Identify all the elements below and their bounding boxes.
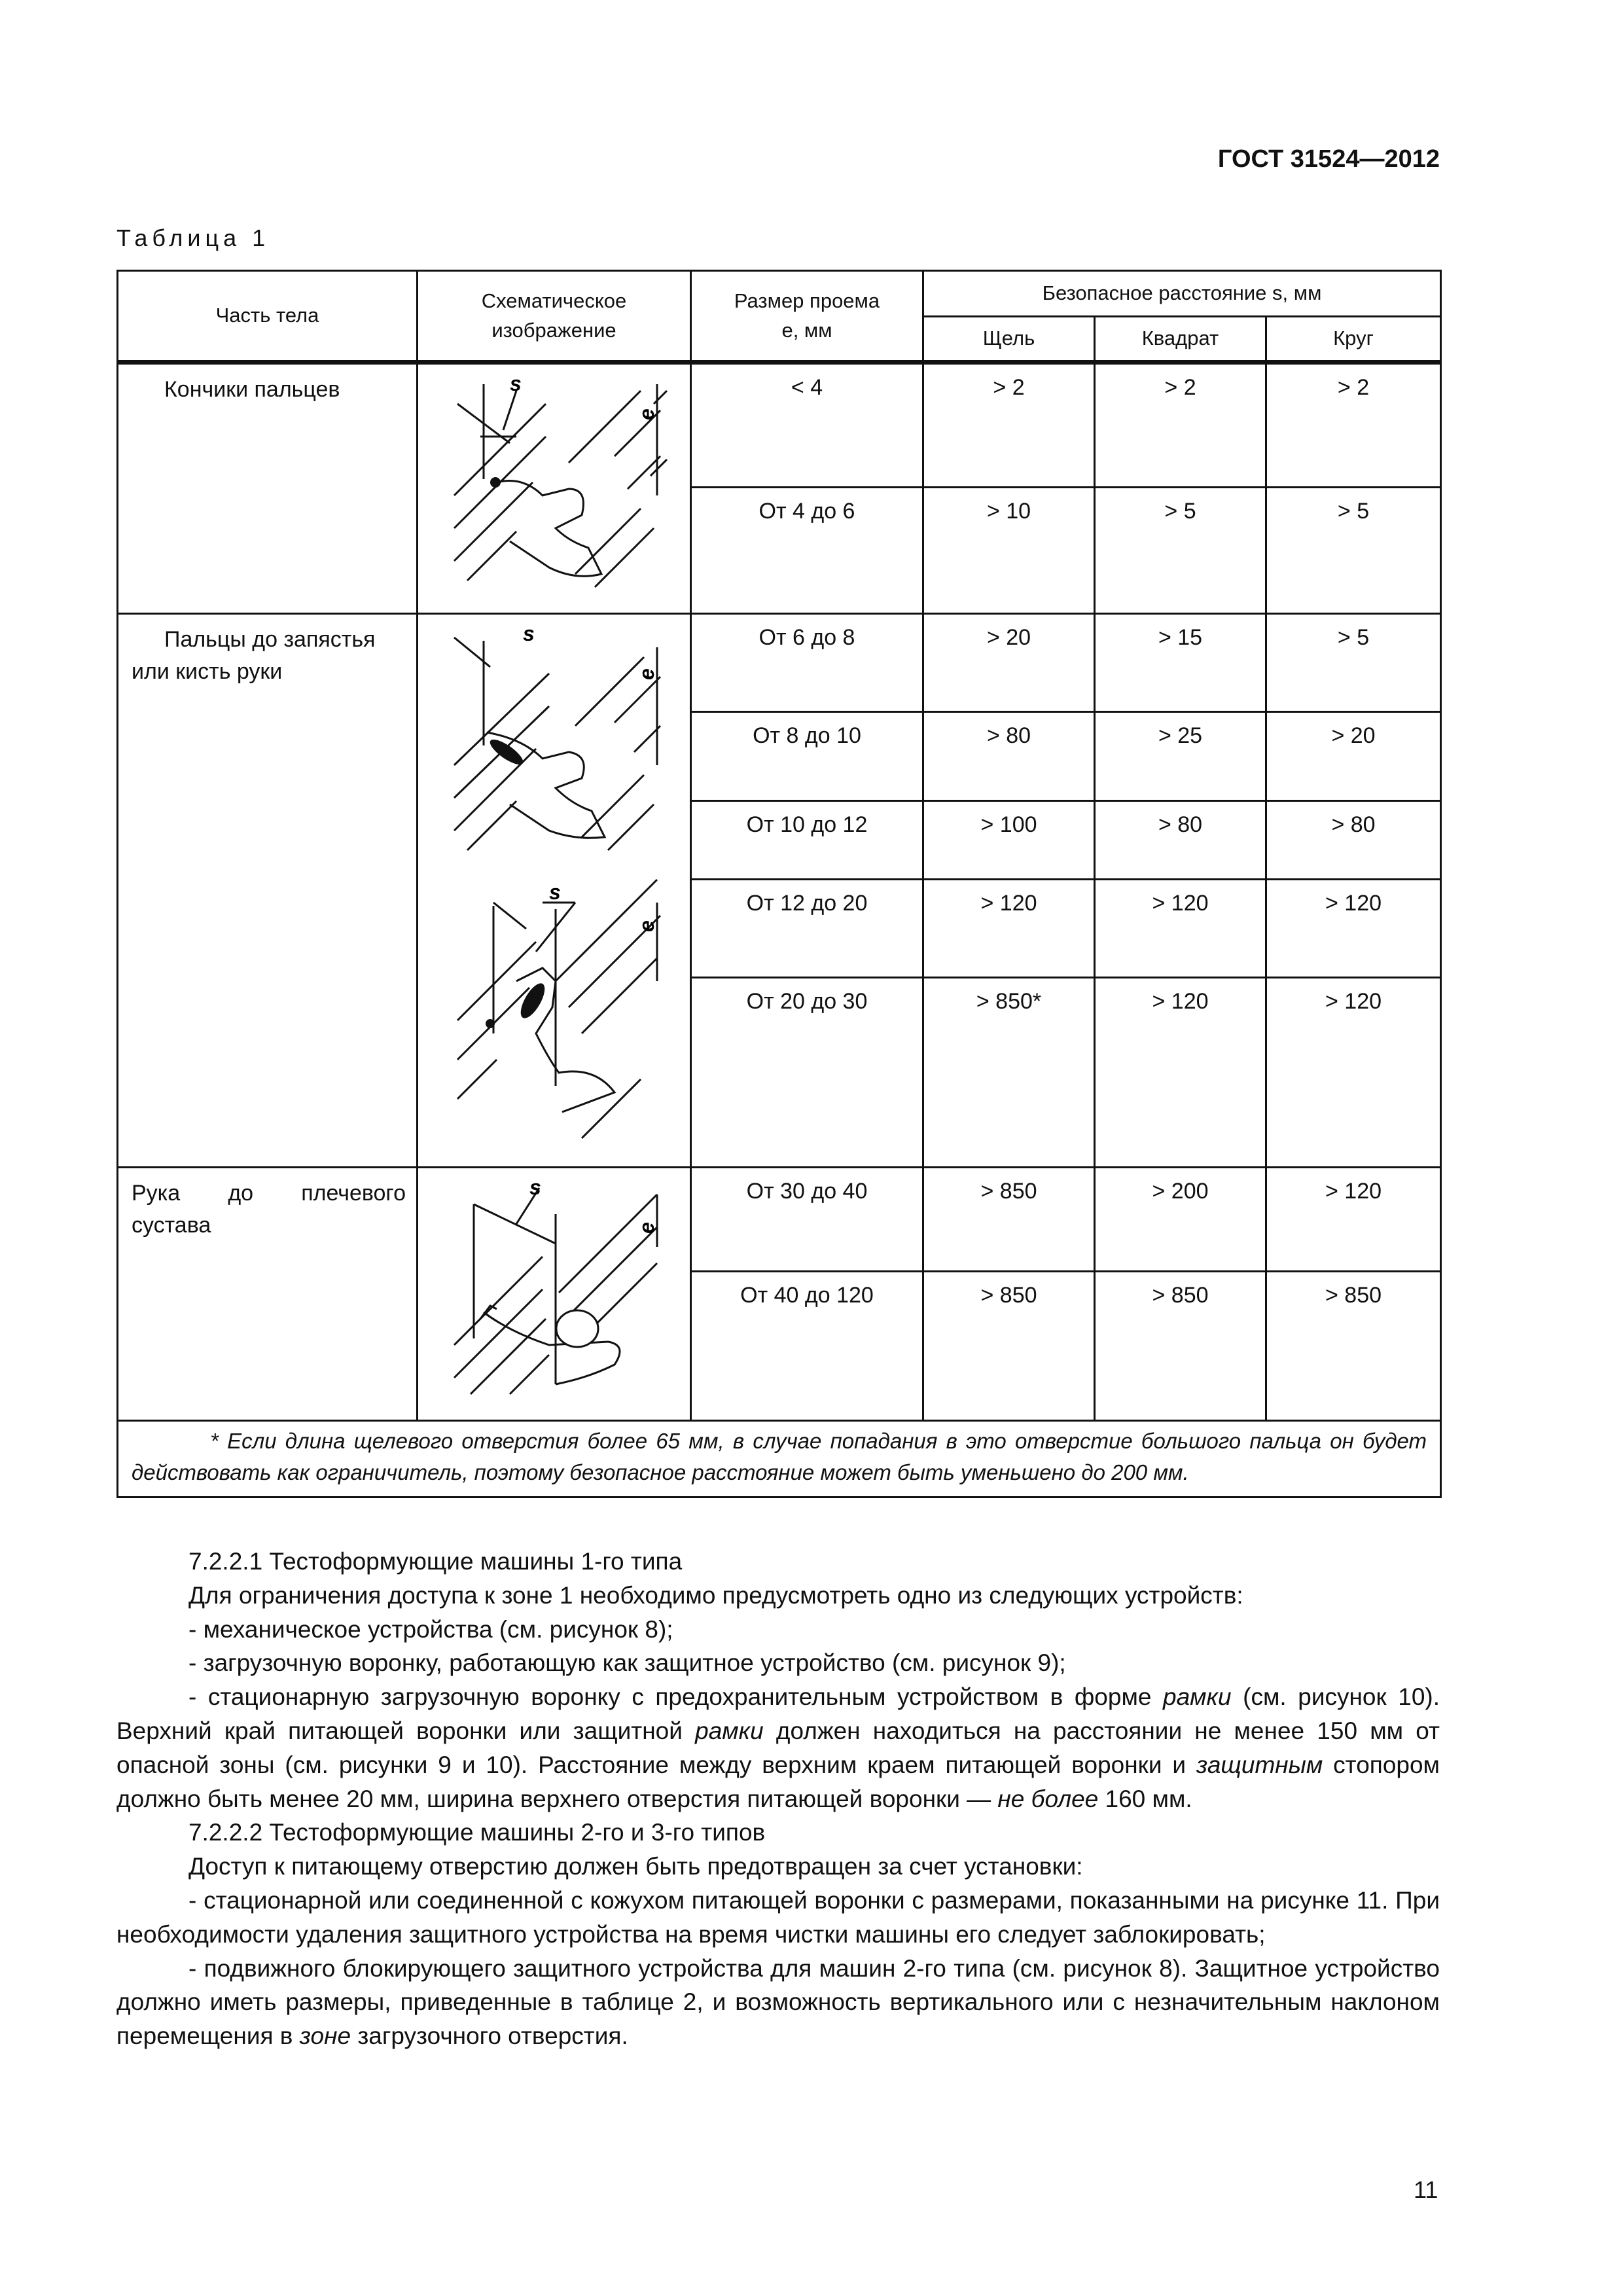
s-label: s — [529, 1175, 541, 1199]
standard-number: ГОСТ 31524—2012 — [1217, 145, 1440, 173]
slot-cell: > 850 — [923, 1168, 1095, 1272]
table-caption: Таблица 1 — [116, 224, 270, 251]
slot-cell: > 120 — [923, 880, 1095, 978]
slot-cell: > 2 — [923, 363, 1095, 488]
opening-cell: От 4 до 6 — [691, 487, 923, 613]
opening-cell: От 30 до 40 — [691, 1168, 923, 1272]
table-row — [118, 1168, 1441, 1272]
table-row — [118, 363, 1441, 488]
fingertip-figure-cell — [418, 363, 691, 614]
italic-run: рамки — [1163, 1683, 1232, 1711]
section-heading: 7.2.2.1 Тестоформующие машины 1-го типа — [188, 1548, 683, 1575]
text-run: - подвижного блокирующего защитного устройства для машин 2-го типа (см. рисунок 8). Защитное устройство должно иметь размеры, приведенные в таблице 2, и возможность вертикального или с незначительным наклоном перемещения в — [116, 1954, 1440, 2050]
list-item — [116, 1952, 1440, 2053]
square-cell: > 200 — [1095, 1168, 1266, 1272]
italic-run: зоне — [299, 2022, 351, 2050]
italic-run: защитным — [1196, 1751, 1323, 1778]
square-cell: > 850 — [1095, 1272, 1266, 1421]
s-label: s — [523, 622, 535, 645]
list-item: - загрузочную воронку, работающую как защитное устройство (см. рисунок 9); — [188, 1649, 1066, 1677]
text-run: (см. рисунок 10). Верхний край питающей воронки или защитной — [116, 1683, 1440, 1744]
opening-cell: < 4 — [691, 363, 923, 488]
finger-hand-schematic — [418, 615, 692, 1158]
square-cell: > 120 — [1095, 880, 1266, 978]
list-item: - механическое устройства (см. рисунок 8); — [188, 1615, 673, 1643]
header-body-part: Часть тела — [118, 271, 418, 363]
e-label: e — [635, 408, 658, 420]
finger-hand-figure-cell — [418, 614, 691, 1168]
e-label: e — [635, 668, 658, 680]
square-cell: > 2 — [1095, 363, 1266, 488]
slot-cell: > 100 — [923, 801, 1095, 880]
arm-figure-cell — [418, 1168, 691, 1421]
paragraph: Доступ к питающему отверстию должен быть предотвращен за счет установки: — [188, 1853, 1083, 1880]
circle-cell: > 850 — [1266, 1272, 1441, 1421]
circle-cell: > 20 — [1266, 712, 1441, 801]
text-run: - стационарную загрузочную воронку с предохранительным устройством в форме — [188, 1683, 1164, 1711]
opening-cell: От 10 до 12 — [691, 801, 923, 880]
opening-cell: От 20 до 30 — [691, 978, 923, 1168]
page-number: 11 — [1414, 2176, 1438, 2203]
body-part-cell: Пальцы до запястья или кисть руки — [118, 614, 418, 1168]
opening-cell: От 6 до 8 — [691, 614, 923, 712]
circle-cell: > 120 — [1266, 1168, 1441, 1272]
opening-cell: От 12 до 20 — [691, 880, 923, 978]
arm-schematic — [418, 1168, 692, 1414]
table-row — [118, 614, 1441, 712]
slot-cell: > 850* — [923, 978, 1095, 1168]
circle-cell: > 120 — [1266, 978, 1441, 1168]
list-item — [116, 1680, 1440, 1816]
italic-run: не более — [997, 1785, 1099, 1812]
circle-cell: > 120 — [1266, 880, 1441, 978]
footnote-text: * Если длина щелевого отверстия более 65 мм, в случае попадания в это отверстие большого пальца он будет действовать как ограничитель, поэтому безопасное расстояние может быть уменьшено до 200 мм. — [132, 1429, 1427, 1484]
square-cell: > 15 — [1095, 614, 1266, 712]
text-run: должен находиться на расстоянии не менее 150 мм от опасной зоны (см. рисунки 9 и 10). Расстояние между верхним краем питающей воронки и — [116, 1717, 1440, 1778]
s-label: s — [510, 372, 522, 395]
square-cell: > 80 — [1095, 801, 1266, 880]
slot-cell: > 20 — [923, 614, 1095, 712]
header-opening: Размер проема е, мм — [691, 271, 923, 363]
list-item: - стационарной или соединенной с кожухом питающей воронки с размерами, показанными на рисунке 11. При необходимости удаления защитного устройства на время чистки машины его следует заблокировать; — [116, 1886, 1440, 1948]
paragraph: Для ограничения доступа к зоне 1 необходимо предусмотреть одно из следующих устройств: — [188, 1581, 1243, 1609]
circle-cell: > 5 — [1266, 487, 1441, 613]
fingertip-schematic — [418, 365, 692, 607]
header-square: Квадрат — [1095, 317, 1266, 363]
opening-cell: От 40 до 120 — [691, 1272, 923, 1421]
header-safe-distance: Безопасное расстояние s, мм — [923, 271, 1441, 317]
square-cell: > 25 — [1095, 712, 1266, 801]
opening-cell: От 8 до 10 — [691, 712, 923, 801]
text-run: стопором должно быть менее 20 мм, ширина верхнего отверстия питающей воронки — — [116, 1751, 1440, 1812]
body-part-line: Рука до плечевого — [132, 1181, 406, 1206]
text-run: загрузочного отверстия. — [351, 2022, 628, 2050]
safety-distance-table — [116, 270, 1442, 1498]
circle-cell: > 2 — [1266, 363, 1441, 488]
header-circle: Круг — [1266, 317, 1441, 363]
e-label: e — [635, 920, 658, 932]
s-label: s — [549, 880, 561, 904]
section-heading: 7.2.2.2 Тестоформующие машины 2-го и 3-го типов — [188, 1819, 766, 1846]
italic-run: рамки — [695, 1717, 764, 1744]
body-part-cell: Кончики пальцев — [118, 363, 418, 614]
header-schematic: Схематическое изображение — [418, 271, 691, 363]
body-part-line: сустава — [132, 1213, 211, 1238]
square-cell: > 120 — [1095, 978, 1266, 1168]
text-run: 160 мм. — [1098, 1785, 1192, 1812]
slot-cell: > 10 — [923, 487, 1095, 613]
slot-cell: > 850 — [923, 1272, 1095, 1421]
body-text — [116, 1545, 1440, 2053]
header-slot: Щель — [923, 317, 1095, 363]
e-label: e — [635, 1222, 658, 1234]
slot-cell: > 80 — [923, 712, 1095, 801]
body-part-cell — [118, 1168, 418, 1421]
table-footnote — [118, 1421, 1441, 1498]
circle-cell: > 80 — [1266, 801, 1441, 880]
circle-cell: > 5 — [1266, 614, 1441, 712]
square-cell: > 5 — [1095, 487, 1266, 613]
